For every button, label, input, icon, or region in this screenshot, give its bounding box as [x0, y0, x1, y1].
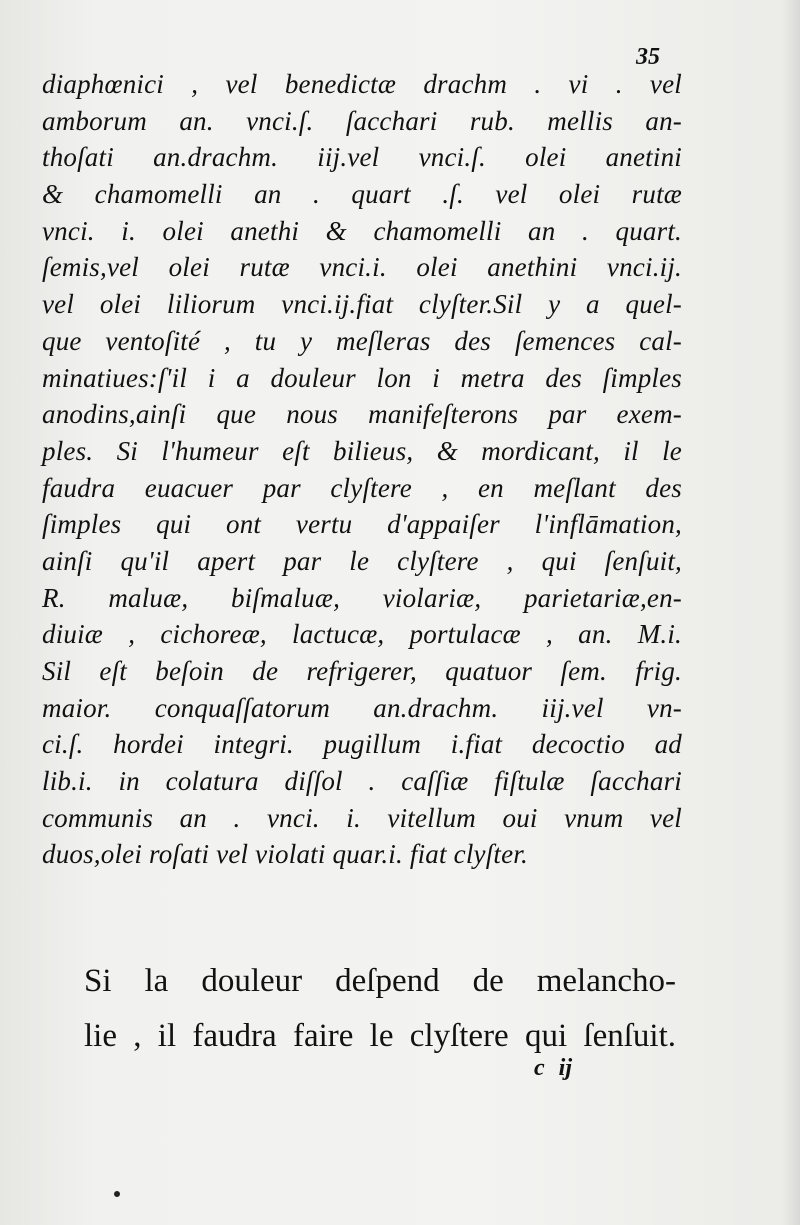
roman-paragraph — [84, 954, 676, 1064]
text-line: lib.i. in colatura diſſol . caſſiæ fiſtulæ ſacchari — [42, 766, 682, 797]
text-line: ſemis,vel olei rutæ vnci.i. olei anethini vnci.ij. — [42, 252, 682, 283]
text-line: vnci. i. olei anethi & chamomelli an . quart. — [42, 215, 682, 246]
text-line: diaphœnici , vel benedictæ drachm . vi . vel — [42, 69, 682, 99]
italic-body-text — [42, 66, 682, 873]
text-line: duos,olei roſati vel violati quar.i. fiat clyſter. — [42, 839, 528, 870]
text-line: ples. Si l'humeur eſt bilieus, & mordicant, il le — [42, 435, 682, 466]
page-number: 35 — [636, 44, 660, 70]
text-line: R. maluæ, biſmaluæ, violariæ, parietariæ,en- — [42, 582, 682, 613]
text-line: ci.ſ. hordei integri. pugillum i.fiat decoctio ad — [42, 729, 682, 760]
text-line: communis an . vnci. i. vitellum oui vnum vel — [42, 802, 682, 833]
signature-mark: c ij — [534, 1055, 572, 1081]
page-edge-shadow — [782, 0, 800, 1225]
roman-text-line: Si la douleur deſpend de melancho- — [84, 963, 676, 999]
text-line: vel olei liliorum vnci.ij.fiat clyſter.Sil y a quel- — [42, 289, 682, 320]
text-line: faudra euacuer par clyſtere , en meſlant des — [42, 472, 682, 503]
text-line: & chamomelli an . quart .ſ. vel olei rutæ — [42, 179, 682, 210]
text-line: ſimples qui ont vertu d'appaiſer l'inflāmation, — [42, 509, 682, 540]
text-line: thoſati an.drachm. iij.vel vnci.ſ. olei anetini — [42, 142, 682, 173]
text-line: anodins,ainſi que nous manifeſterons par exem- — [42, 399, 682, 430]
text-line: ainſi qu'il apert par le clyſtere , qui ſenſuit, — [42, 545, 682, 576]
text-line: que ventoſité , tu y meſleras des ſemences cal- — [42, 325, 682, 356]
text-line: diuiæ , cichoreæ, lactucæ, portulacæ , an. M.i. — [42, 619, 682, 650]
text-line: minatiues:ſ'il i a douleur lon i metra des ſimples — [42, 362, 682, 393]
text-line: amborum an. vnci.ſ. ſacchari rub. mellis an- — [42, 105, 682, 136]
text-line: maior. conquaſſatorum an.drachm. iij.vel vn- — [42, 692, 682, 723]
ink-speck — [114, 1191, 120, 1197]
roman-text-line: lie , il faudra faire le clyſtere qui ſenſuit. — [84, 1018, 676, 1054]
text-line: Sil eſt beſoin de refrigerer, quatuor ſem. frig. — [42, 656, 682, 686]
